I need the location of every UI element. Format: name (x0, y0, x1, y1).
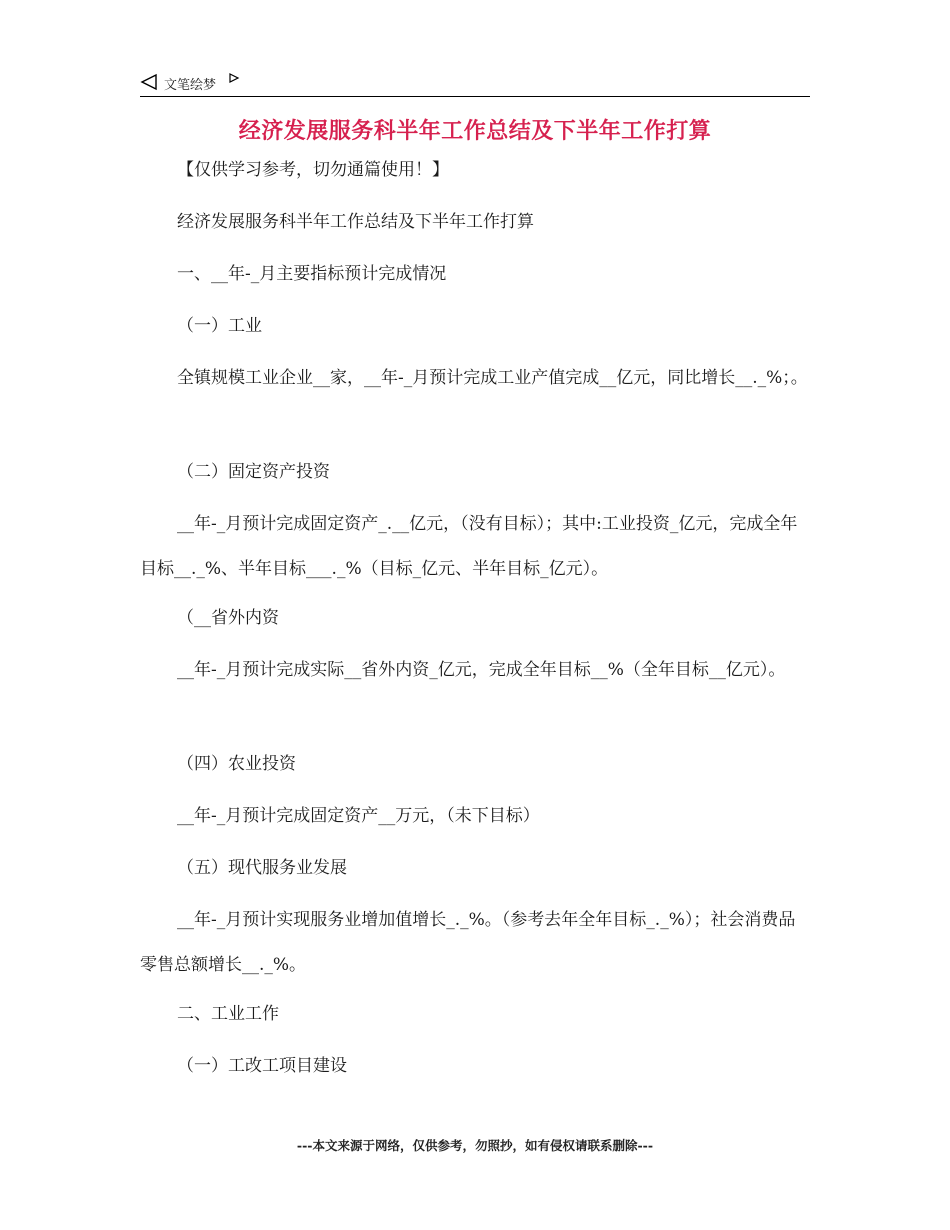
paragraph: __年-_月预计完成固定资产_.__亿元，（没有目标）；其中:工业投资_亿元，完成全年目标__._%、半年目标___._%（目标_亿元、半年目标_亿元）。 (140, 514, 798, 579)
header-brand: 文笔绘梦 (164, 78, 217, 93)
page-footer: ---本文来源于网络，仅供参考，勿照抄，如有侵权请联系删除--- (296, 1138, 654, 1153)
paragraph: __年-_月预计实现服务业增加值增长_._%。（参考去年全年目标_._%）；社会消费品零售总额增长__._%。 (140, 910, 796, 975)
paragraph: __年-_月预计完成固定资产__万元，（未下目标） (177, 806, 540, 826)
subsection-heading: （一）工改工项目建设 (177, 1056, 347, 1076)
triangle-right-icon (228, 72, 240, 84)
triangle-left-icon (140, 73, 158, 91)
section-heading: 二、工业工作 (177, 1004, 279, 1024)
subsection-heading: （四）农业投资 (177, 754, 296, 774)
paragraph: __年-_月预计完成实际__省外内资_亿元，完成全年目标__%（全年目标__亿元）。 (177, 660, 786, 680)
document-title: 经济发展服务科半年工作总结及下半年工作打算 (238, 119, 712, 144)
section-heading: 一、__年-_月主要指标预计完成情况 (177, 264, 447, 284)
subsection-heading: （__省外内资 (177, 608, 279, 628)
paragraph-notice: 【仅供学习参考，切勿通篇使用！】 (177, 160, 449, 180)
subsection-heading: （一）工业 (177, 316, 262, 336)
paragraph-subtitle: 经济发展服务科半年工作总结及下半年工作打算 (177, 212, 534, 232)
paragraph: 全镇规模工业企业__家，__年-_月预计完成工业产值完成__亿元，同比增长__._%；。 (177, 368, 808, 388)
subsection-heading: （二）固定资产投资 (177, 462, 330, 482)
subsection-heading: （五）现代服务业发展 (177, 858, 347, 878)
page-header (140, 70, 810, 97)
